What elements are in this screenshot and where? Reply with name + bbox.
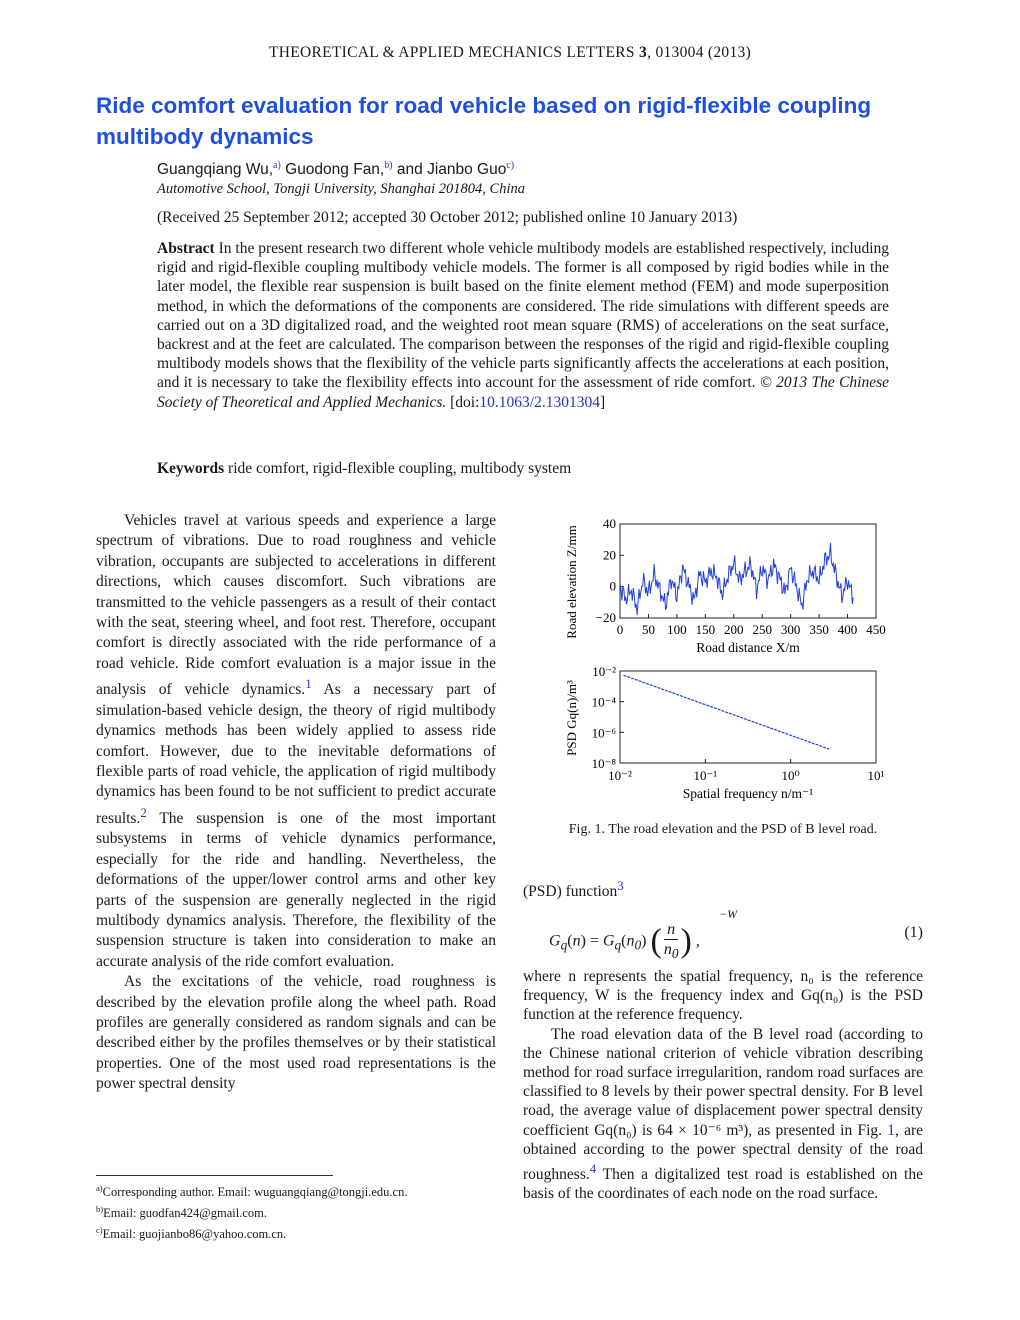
footnote-rule [96,1175,333,1176]
x-tick-label: 350 [809,622,829,637]
x-tick-label: 300 [780,622,801,637]
x-axis-label: Spatial frequency n/m⁻¹ [682,786,814,801]
y-tick-label: 10⁻⁴ [591,694,616,710]
figure-caption: Fig. 1. The road elevation and the PSD of B level road. [568,822,878,837]
paragraph [96,972,496,1094]
equation-number: (1) [904,924,923,941]
figure-1 [540,506,940,806]
footnote [96,1222,407,1243]
paragraph-text: The road elevation data of the B level road (according to the Chinese national criterion of vehicle vibration describing method for road surface irregularition, random road surfaces are classified to 8 levels by their power spectral density. For B level road, the average value of displacement power spectral density coefficient Gq(n₀) is 64 × 10⁻⁶ m³), as presented in Fig. [523,1025,923,1139]
paper-title: Ride comfort evaluation for road vehicle based on rigid-flexible coupling multibody dynamics [96,93,872,149]
author-mark[interactable]: b) [384,160,393,171]
keywords-text: ride comfort, rigid-flexible coupling, multibody system [224,460,572,477]
paragraph [523,967,923,1025]
author-mark[interactable]: c) [506,160,515,171]
y-tick-label: 10⁻² [592,664,616,679]
footnote-mark: b) [96,1204,104,1215]
x-tick-label: 100 [667,622,687,637]
paragraph [523,1025,923,1204]
left-column [96,511,496,1095]
citation-link[interactable]: 1 [305,676,312,692]
journal-volume: 3 [639,44,648,61]
affiliation: Automotive School, Tongji University, Shanghai 201804, China [157,181,525,197]
paragraph-text: (PSD) function [523,883,618,901]
x-tick-label: 10⁰ [781,768,800,783]
paragraph-text: Then a digitalized test road is established on the basis of the coordinates of each node on the road surface. [523,1166,923,1203]
x-tick-label: 50 [641,622,655,637]
abstract [157,239,889,412]
author-name: Guangqiang Wu, [157,161,274,178]
keywords [157,460,571,478]
copyright-notice: © 2013 The Chinese Society of Theoretical and Applied Mechanics. [157,374,890,411]
y-tick-label: 10⁻⁶ [591,725,616,741]
right-column-lead [523,876,923,903]
doi-prefix: [doi: [446,393,480,411]
footnote-mark: c) [96,1225,103,1236]
x-tick-label: 400 [837,622,858,637]
equation-exponent: −W [719,907,738,921]
x-tick-label: 200 [724,622,744,637]
y-tick-label: 40 [603,516,616,531]
y-tick-label: 20 [603,547,616,563]
footnote [96,1201,407,1222]
elevation-series-line [620,543,853,615]
paragraph-text: As a necessary part of simulation-based vehicle design, the theory of rigid multibody dynamics methods has been widely applied to assess ride comfort. However, due to the inevitable deformations of flexible parts of road vehicle, the application of rigid multibody dynamics has been found to be not sufficient to predict accurate results. [96,681,496,827]
footnote-text: Email: guodfan424@gmail.com. [103,1206,268,1221]
elevation-plot [564,516,886,655]
figure-link[interactable]: 1 [887,1121,895,1139]
author-name: Guodong Fan, [280,161,385,178]
y-tick-label: −20 [595,610,616,625]
y-axis-label: PSD Gq(n)/m³ [564,680,579,756]
x-tick-label: 250 [752,622,772,637]
paragraph-text: As the excitations of the vehicle, road roughness is described by the elevation profile along the wheel path. Road profiles are generally considered as random signals and can be described either by the profiles themselves or by their statistical properties. One of the most used road representations is the power spectral density [96,973,496,1093]
paragraph [96,511,496,972]
plot-frame [620,671,876,763]
footnote-text: Corresponding author. Email: wuguangqiang@tongji.edu.cn. [102,1185,408,1200]
psd-plot [564,664,885,801]
equation-1 [523,905,923,965]
journal-header [0,44,1020,62]
x-tick-label: 10¹ [867,768,885,783]
abstract-text: In the present research two different whole vehicle multibody models are established respectively, including rigid and rigid-flexible coupling multibody vehicle models. The former is all composed by rigid bodies while in the later model, the flexible rear suspension is built based on the finite element method (FEM) and mode superposition method, in which the deformations of the components are considered. The ride simulations with different speeds are carried out on a 3D digitalized road, and the weighted root mean square (RMS) of accelerations on the seat surface, backrest and at the feet are calculated. The comparison between the responses of the rigid and rigid-flexible coupling multibody models shows that the flexibility of the vehicle parts significantly affects the accelerations at each position, and it is necessary to take the flexibility effects into account for the assessment of ride comfort. [157,240,889,392]
doi-suffix: ] [599,393,606,411]
plot-frame [620,524,876,618]
keywords-label: Keywords [157,460,225,477]
author-name: and Jianbo Guo [392,161,507,178]
x-tick-label: 150 [695,622,716,637]
equation-body: $G_q(n) = G_q(n_0)$ ( $\frac{n}{n_0}$ ) , [549,921,700,962]
x-tick-label: 10⁻² [608,768,632,783]
right-column [523,967,923,1204]
footnote-text: Email: guojianbo86@yahoo.com.cn. [102,1227,287,1242]
author-mark[interactable]: a) [273,160,281,171]
paragraph-text: , are obtained according to the power spectral density of the road roughness. [523,1121,924,1184]
citation-link[interactable]: 2 [140,804,147,820]
footnote-mark: a) [96,1183,103,1193]
abstract-label: Abstract [157,240,215,257]
x-tick-label: 10⁻¹ [693,768,718,783]
paragraph-text: where n represents the spatial frequency, n₀ is the reference frequency, W is the frequency index and Gq(n₀) is the PSD function at the reference frequency. [523,968,923,1024]
footnotes [96,1180,407,1243]
x-axis-label: Road distance X/m [696,640,800,655]
received-dates: (Received 25 September 2012; accepted 30 October 2012; published online 10 January 2013) [157,209,738,226]
doi-link[interactable]: 10.1063/2.1301304 [479,393,600,411]
article-info: , 013004 (2013) [647,44,752,61]
paragraph-text: The suspension is one of the most important subsystems in terms of vehicle dynamics performance, especially for the ride and handling. Nevertheless, the deformations of the upper/lower control arms and other key parts of the suspension are generally neglected in the rigid multibody dynamics analysis. Therefore, the flexibility of the suspension structure is taken into consideration to make an accurate analysis of the ride comfort evaluation. [96,810,496,970]
author-list [157,160,514,179]
x-tick-label: 0 [616,622,624,637]
citation-link[interactable]: 4 [589,1161,597,1177]
citation-link[interactable]: 3 [617,878,624,893]
x-tick-label: 450 [866,622,886,637]
footnote [96,1180,407,1201]
psd-series-line [624,675,830,749]
y-tick-label: 10⁻⁸ [591,756,616,771]
paragraph-text: Vehicles travel at various speeds and experience a large spectrum of vibrations. Due to road roughness and vehicle vibration, occupants are subjected to accelerations in different directions, which causes discomfort. Such vibrations are transmitted to the vehicle passengers as a result of their contact with the seat, steering wheel, and foot rest. Therefore, occupant comfort is directly associated with the ride performance of a road vehicle. Ride comfort evaluation is a major issue in the analysis of vehicle dynamics. [96,512,496,699]
y-axis-label: Road elevation Z/mm [564,525,579,639]
y-tick-label: 0 [609,578,616,594]
journal-name: THEORETICAL & APPLIED MECHANICS LETTERS [268,44,635,61]
